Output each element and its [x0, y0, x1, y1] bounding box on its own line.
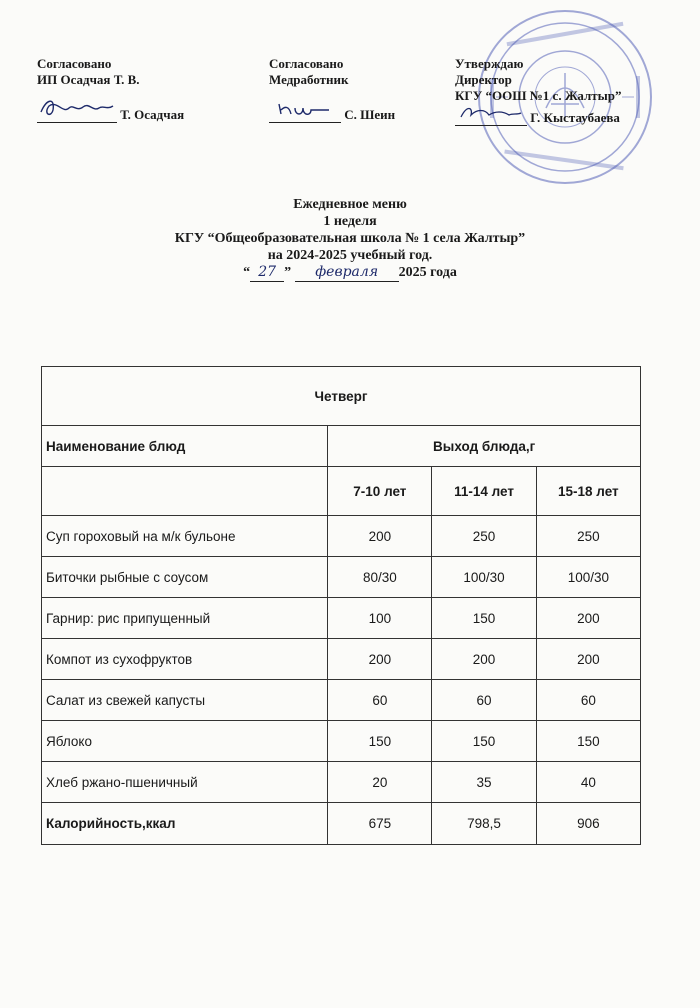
dish-value: 200 — [536, 598, 640, 639]
signature-line-3 — [455, 110, 620, 126]
table-row — [42, 598, 641, 639]
table-row — [42, 516, 641, 557]
dish-name: Хлеб ржано-пшеничный — [42, 762, 328, 803]
signature-line-2 — [269, 106, 395, 123]
total-value: 675 — [328, 803, 432, 845]
handwritten-signature-icon — [269, 98, 341, 120]
table-row — [42, 557, 641, 598]
total-value: 906 — [536, 803, 640, 845]
week-line: 1 неделя — [323, 214, 377, 229]
date-line: “ 27 ” февраля 2025 года — [243, 264, 457, 280]
dish-value: 150 — [328, 721, 432, 762]
header-dish-name: Наименование блюд — [42, 426, 328, 467]
dish-value: 60 — [432, 680, 536, 721]
signature-line-1 — [37, 106, 184, 123]
dish-value: 150 — [432, 721, 536, 762]
handwritten-signature-icon — [37, 96, 117, 120]
dish-value: 200 — [328, 639, 432, 680]
approval-org: КГУ “ООШ №1 с. Жалтыр” — [455, 88, 622, 103]
dish-value: 40 — [536, 762, 640, 803]
signature-name: С. Шеин — [344, 107, 396, 122]
age-cell: 11-14 лет — [432, 467, 536, 516]
dish-value: 60 — [328, 680, 432, 721]
handwritten-signature-icon — [455, 103, 527, 123]
header-output: Выход блюда,г — [328, 426, 641, 467]
dish-value: 100/30 — [432, 557, 536, 598]
approval-role: Директор — [455, 72, 512, 87]
day-cell: Четверг — [42, 367, 641, 426]
table-row — [42, 639, 641, 680]
date-day: 27 — [250, 264, 284, 282]
agreement-label: Согласовано — [269, 56, 344, 71]
empty-cell — [42, 467, 328, 516]
signature-name: Т. Осадчая — [120, 107, 185, 122]
dish-value: 20 — [328, 762, 432, 803]
dish-name: Компот из сухофруктов — [42, 639, 328, 680]
dish-value: 80/30 — [328, 557, 432, 598]
table-row — [42, 721, 641, 762]
dish-value: 150 — [432, 598, 536, 639]
age-cell: 15-18 лет — [536, 467, 640, 516]
school-line: КГУ “Общеобразовательная школа № 1 села Жалтыр” — [174, 231, 526, 246]
total-label: Калорийность,ккал — [42, 803, 328, 845]
dish-value: 100/30 — [536, 557, 640, 598]
age-cell: 7-10 лет — [328, 467, 432, 516]
dish-name: Салат из свежей капусты — [42, 680, 328, 721]
date-month: февраля — [295, 264, 399, 282]
approval-header — [37, 56, 680, 136]
dish-value: 200 — [432, 639, 536, 680]
total-value: 798,5 — [432, 803, 536, 845]
agreement-label: Согласовано — [37, 56, 112, 71]
dish-value: 100 — [328, 598, 432, 639]
agreement-person: ИП Осадчая Т. В. — [37, 72, 140, 87]
agreement-person: Медработник — [269, 72, 349, 87]
dish-name: Биточки рыбные с соусом — [42, 557, 328, 598]
dish-value: 250 — [432, 516, 536, 557]
dish-value: 200 — [536, 639, 640, 680]
signature-name: Г. Кыстаубаева — [530, 110, 620, 125]
approval-block — [455, 56, 695, 104]
header-row — [42, 426, 641, 467]
dish-value: 250 — [536, 516, 640, 557]
table-row — [42, 762, 641, 803]
age-row — [42, 467, 641, 516]
menu-table — [41, 366, 641, 845]
table-row — [42, 680, 641, 721]
dish-value: 60 — [536, 680, 640, 721]
total-row — [42, 803, 641, 845]
day-row — [42, 367, 641, 426]
dish-name: Суп гороховый на м/к бульоне — [42, 516, 328, 557]
title-line: Ежедневное меню — [293, 197, 407, 212]
dish-value: 150 — [536, 721, 640, 762]
agreement-block-2 — [269, 56, 439, 88]
year-line: на 2024-2025 учебный год. — [267, 248, 433, 263]
dish-name: Гарнир: рис припущенный — [42, 598, 328, 639]
agreement-block-1 — [37, 56, 267, 88]
approval-label: Утверждаю — [455, 56, 524, 71]
date-year: 2025 года — [398, 265, 457, 280]
dish-value: 35 — [432, 762, 536, 803]
dish-name: Яблоко — [42, 721, 328, 762]
document-title — [0, 196, 700, 282]
dish-value: 200 — [328, 516, 432, 557]
